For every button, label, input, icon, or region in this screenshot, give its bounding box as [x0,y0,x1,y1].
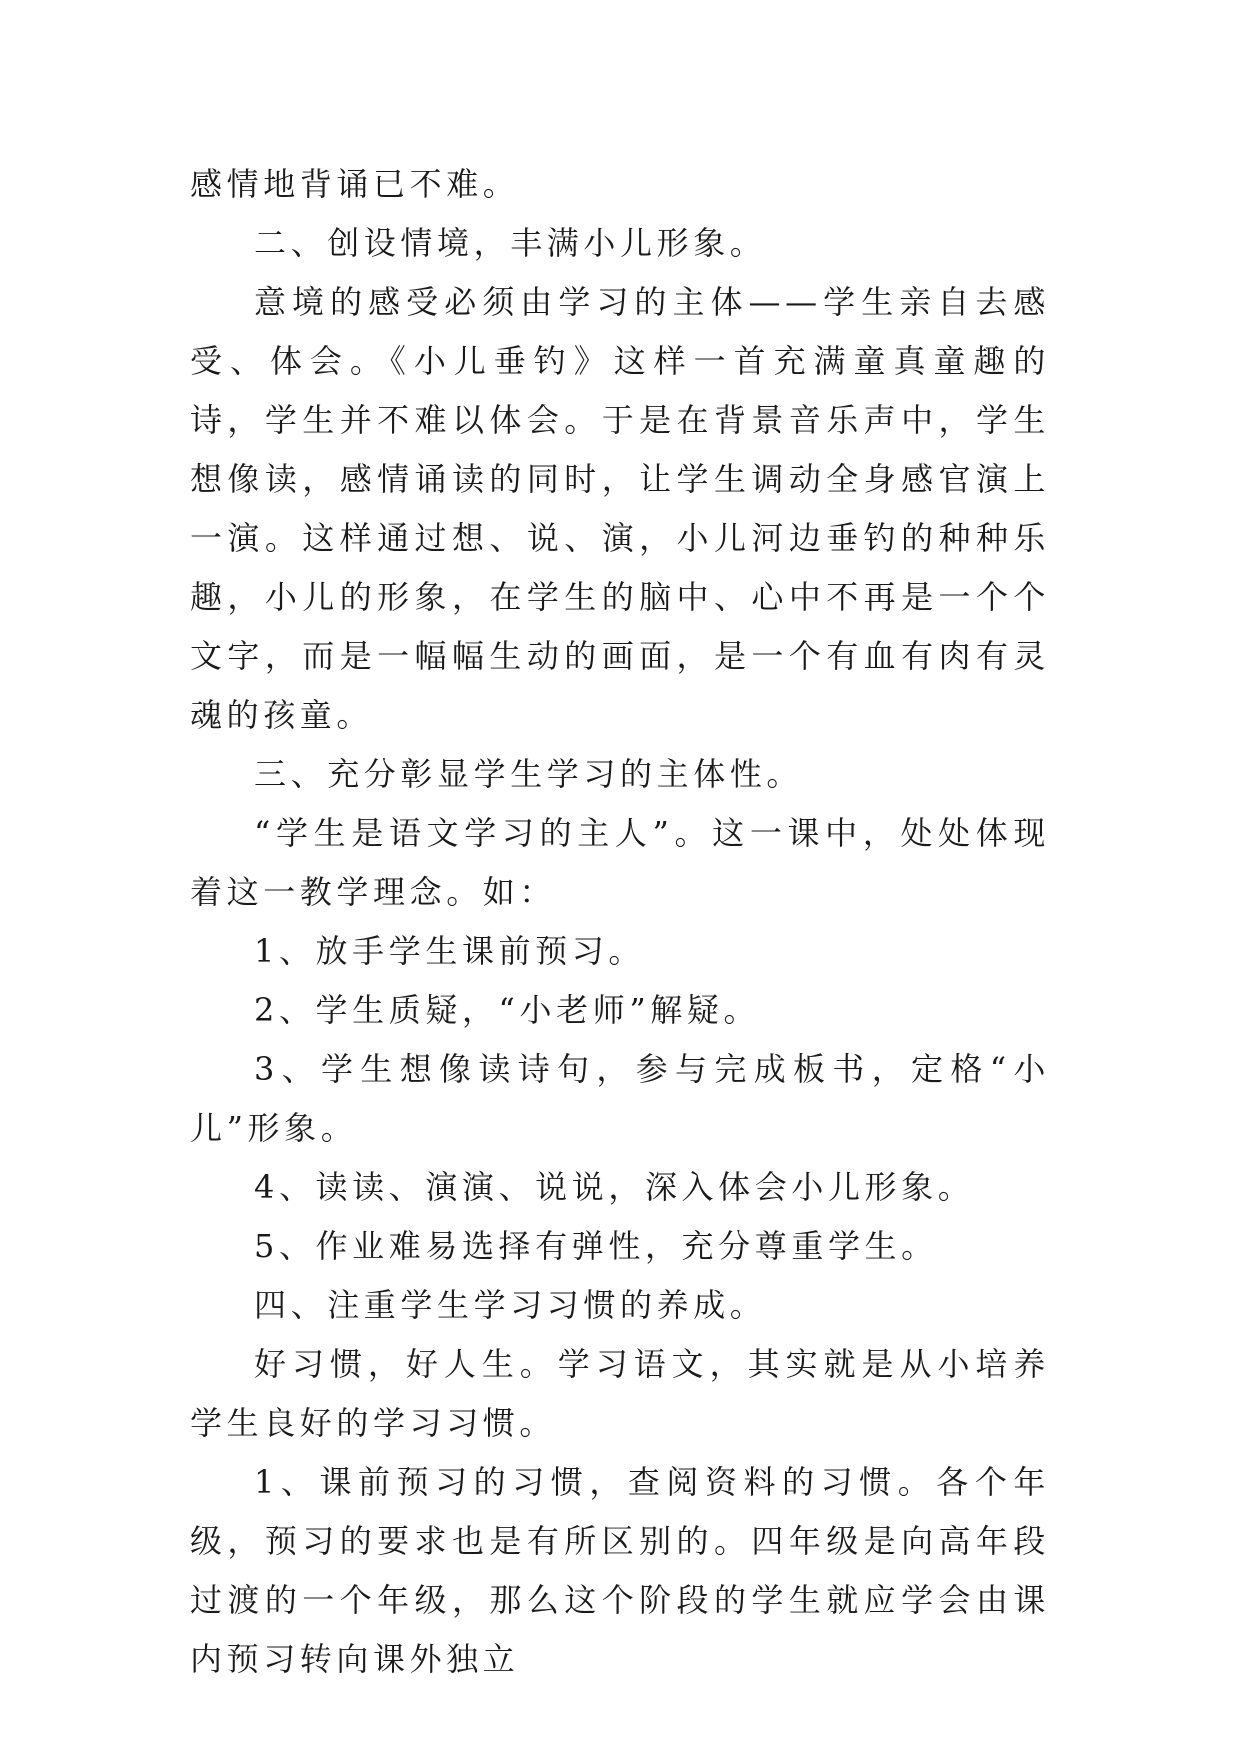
paragraph-preview-habit: 1、课前预习的习惯，查阅资料的习惯。各个年级，预习的要求也是有所区别的。四年级是向高年段过渡的一个年级，那么这个阶段的学生就应学会由课内预习转向课外独立 [190,1463,1050,1678]
section-heading-3: 三、充分彰显学生学习的主体性。 [254,755,804,793]
section-heading-2: 二、创设情境，丰满小儿形象。 [254,224,767,262]
list-item-3: 3、学生想像读诗句，参与完成板书，定格“小儿”形象。 [190,1050,1050,1147]
paragraph-good-habits: 好习惯，好人生。学习语文，其实就是从小培养学生良好的学习习惯。 [190,1345,1050,1442]
list-item-5: 5、作业难易选择有弹性，充分尊重学生。 [254,1227,938,1265]
paragraph-continuation: 感情地背诵已不难。 [190,165,520,203]
document-body [190,155,1050,1689]
list-item-2: 2、学生质疑，“小老师”解疑。 [254,991,761,1029]
list-item-4: 4、读读、演演、说说，深入体会小儿形象。 [254,1168,975,1206]
paragraph-student-master: “学生是语文学习的主人”。这一课中，处处体现着这一教学理念。如： [190,814,1050,911]
list-item-1: 1、放手学生课前预习。 [254,932,645,970]
paragraph-artistic-conception: 意境的感受必须由学习的主体——学生亲自去感受、体会。《小儿垂钓》这样一首充满童真童趣的诗，学生并不难以体会。于是在背景音乐声中，学生想像读，感情诵读的同时，让学生调动全身感官演上一演。这样通过想、说、演，小儿河边垂钓的种种乐趣，小儿的形象，在学生的脑中、心中不再是一个个文字，而是一幅幅生动的画面，是一个有血有肉有灵魂的孩童。 [190,283,1050,734]
section-heading-4: 四、注重学生学习习惯的养成。 [254,1286,767,1324]
